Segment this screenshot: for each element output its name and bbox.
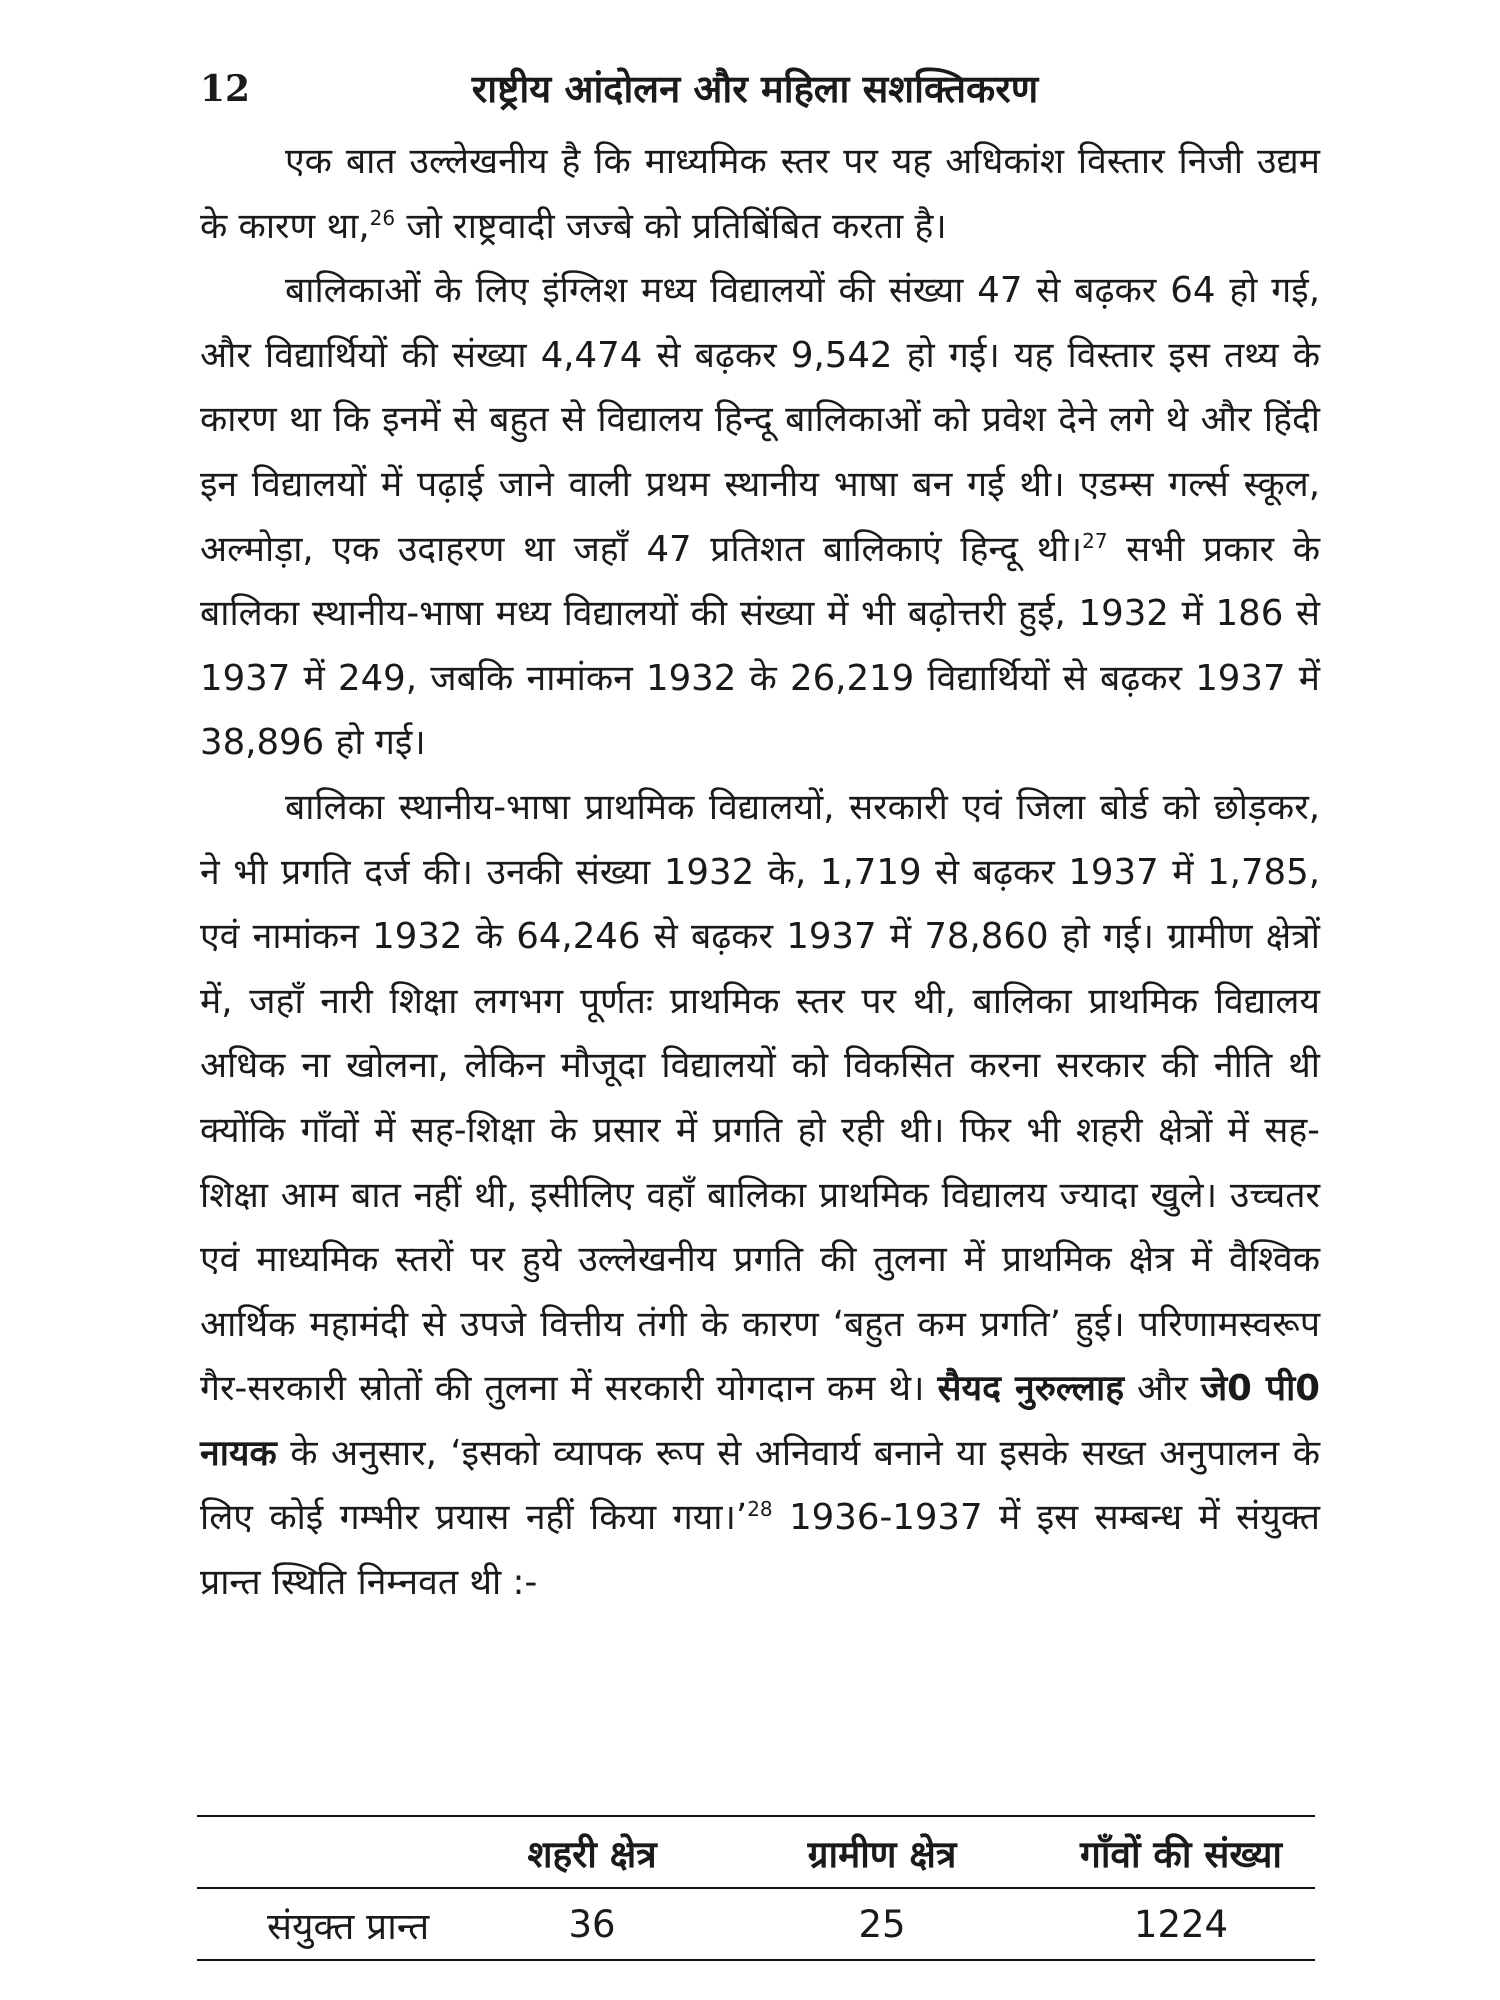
table-header-row xyxy=(197,1817,1315,1888)
table-cell: 1224 xyxy=(1133,1902,1229,1946)
table-cell: 25 xyxy=(858,1902,906,1946)
paragraph-text: बालिकाओं के लिए इंग्लिश मध्य विद्यालयों की संख्या 47 से बढ़कर 64 हो गई, और विद्यार्थियों की संख्या 4,474 से बढ़कर 9,542 हो गई। यह विस्तार इस तथ्य के कारण था कि इनमें से बहुत से विद्यालय हिन्दू बालिकाओं को प्रवेश देने लगे थे और हिंदी इन विद्यालयों में पढ़ाई जाने वाली प्रथम स्थानीय भाषा बन गई थी। एडम्स गर्ल्स स्कूल, अल्मोड़ा, एक उदाहरण था जहाँ 47 प्रतिशत बालिकाएं हिन्दू थी। xyxy=(200,270,1320,570)
table-header-cell: गाँवों की संख्या xyxy=(1047,1817,1315,1888)
footnote-ref: 26 xyxy=(369,205,396,230)
table-header-cell xyxy=(197,1817,467,1888)
author-name-bold: सैयद नुरुल्लाह xyxy=(937,1368,1125,1410)
paragraph-1 xyxy=(200,130,1320,259)
page-number: 12 xyxy=(200,68,251,110)
paragraph-text: के अनुसार, ‘इसको व्यापक रूप से अनिवार्य बनाने या इसके सख्त अनुपालन के लिए कोई गम्भीर प्रयास नहीं किया गया।’ xyxy=(200,1432,1320,1539)
paragraph-text: और xyxy=(1124,1368,1201,1410)
running-title: राष्ट्रीय आंदोलन और महिला सशक्तिकरण xyxy=(471,67,1039,111)
paragraph-3 xyxy=(200,776,1320,1616)
paragraph-text: बालिका स्थानीय-भाषा प्राथमिक विद्यालयों, सरकारी एवं जिला बोर्ड को छोड़कर, ने भी प्रगति दर्ज की। उनकी संख्या 1932 के, 1,719 से बढ़कर 1937 में 1,785, एवं नामांकन 1932 के 64,246 से बढ़कर 1937 में 78,860 हो गई। ग्रामीण क्षेत्रों में, जहाँ नारी शिक्षा लगभग पूर्णतः प्राथमिक स्तर पर थी, बालिका प्राथमिक विद्यालय अधिक ना खोलना, लेकिन मौजूदा विद्यालयों को विकसित करना सरकार की नीति थी क्योंकि गाँवों में सह-शिक्षा के प्रसार में प्रगति हो रही थी। फिर भी शहरी क्षेत्रों में सह-शिक्षा आम बात नहीं थी, इसीलिए वहाँ बालिका प्राथमिक विद्यालय ज्यादा खुले। उच्चतर एवं माध्यमिक स्तरों पर हुये उल्लेखनीय प्रगति की तुलना में प्राथमिक क्षेत्र में वैश्विक आर्थिक महामंदी से उपजे वित्तीय तंगी के कारण ‘बहुत कम प्रगति’ हुई। परिणामस्वरूप गैर-सरकारी स्रोतों की तुलना में सरकारी योगदान कम थे। xyxy=(200,786,1320,1410)
table-cell-label: संयुक्त प्रान्त xyxy=(267,1904,430,1948)
table-header-cell: ग्रामीण क्षेत्र xyxy=(717,1817,1047,1888)
paragraph-2 xyxy=(200,259,1320,776)
footnote-ref: 28 xyxy=(747,1497,773,1522)
table-header-cell: शहरी क्षेत्र xyxy=(467,1817,717,1888)
status-table xyxy=(197,1817,1315,1959)
status-table-wrapper xyxy=(197,1815,1315,1961)
author-name-bold: जे0 पी0 नायक xyxy=(200,1368,1320,1474)
paragraph-text: एक बात उल्लेखनीय है कि माध्यमिक स्तर पर यह अधिकांश विस्तार निजी उद्यम के कारण था, xyxy=(200,141,1320,247)
table-row xyxy=(197,1888,1315,1959)
body-text xyxy=(200,130,1320,1616)
paragraph-text: 1936-1937 में इस सम्बन्ध में संयुक्त प्रान्त स्थिति निम्नवत थी :- xyxy=(200,1497,1320,1604)
table-cell: 36 xyxy=(568,1902,616,1946)
paragraph-text: जो राष्ट्रवादी जज्बे को प्रतिबिंबित करता है। xyxy=(395,205,947,247)
paragraph-text: सभी प्रकार के बालिका स्थानीय-भाषा मध्य विद्यालयों की संख्या में भी बढ़ोत्तरी हुई, 1932 में 186 से 1937 में 249, जबकि नामांकन 1932 के 26,219 विद्यार्थियों से बढ़कर 1937 में 38,896 हो गई। xyxy=(200,528,1320,764)
page-header xyxy=(190,52,1320,132)
footnote-ref: 27 xyxy=(1082,528,1108,553)
